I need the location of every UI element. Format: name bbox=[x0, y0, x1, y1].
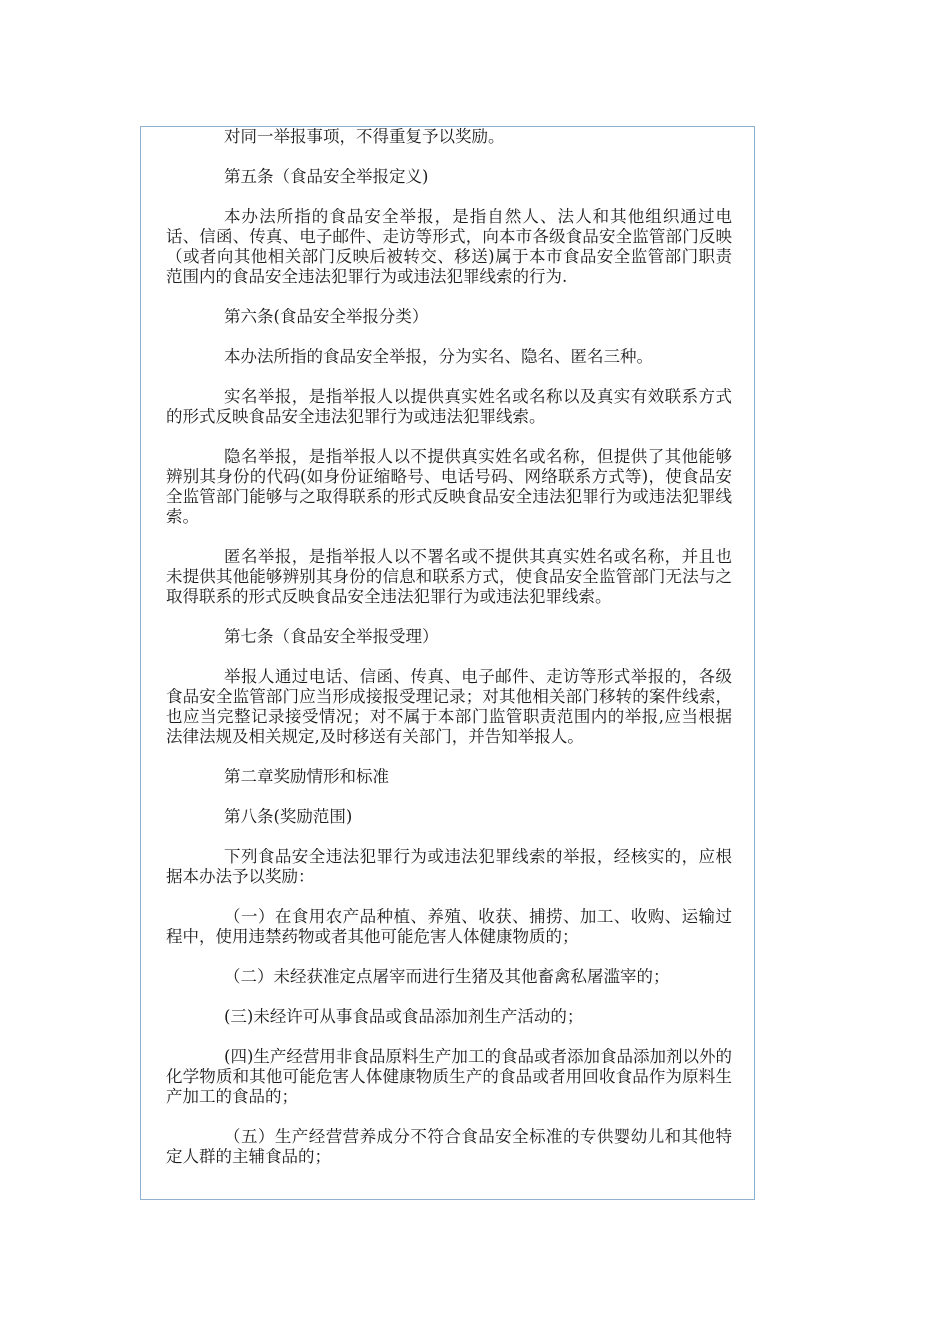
hidden-name-report-definition: 隐名举报，是指举报人以不提供真实姓名或名称，但提供了其他能够辨别其身份的代码(如身份证缩略号、电话号码、网络联系方式等)，使食品安全监管部门能够与之取得联系的形式反映食品安全违法犯罪行为或违法犯罪线索。 bbox=[166, 447, 732, 526]
real-name-report-definition: 实名举报，是指举报人以提供真实姓名或名称以及真实有效联系方式的形式反映食品安全违法犯罪行为或违法犯罪线索。 bbox=[166, 387, 732, 426]
article-8-item-4: (四)生产经营用非食品原料生产加工的食品或者添加食品添加剂以外的化学物质和其他可能危害人体健康物质生产的食品或者用回收食品作为原料生产加工的食品的； bbox=[166, 1047, 732, 1106]
anonymous-report-definition: 匿名举报，是指举报人以不署名或不提供其真实姓名或名称，并且也未提供其他能够辨别其身份的信息和联系方式，使食品安全监管部门无法与之取得联系的形式反映食品安全违法犯罪行为或违法犯罪线索。 bbox=[166, 547, 732, 606]
article-6-body: 本办法所指的食品安全举报，分为实名、隐名、匿名三种。 bbox=[224, 347, 653, 366]
article-8-item-1: （一）在食用农产品种植、养殖、收获、捕捞、加工、收购、运输过程中，使用违禁药物或者其他可能危害人体健康物质的； bbox=[166, 907, 732, 946]
article-5-heading: 第五条（食品安全举报定义) bbox=[224, 167, 429, 186]
article-6-heading: 第六条(食品安全举报分类） bbox=[224, 307, 429, 326]
article-8-intro: 下列食品安全违法犯罪行为或违法犯罪线索的举报，经核实的，应根据本办法予以奖励： bbox=[166, 847, 732, 886]
article-8-heading: 第八条(奖励范围) bbox=[224, 807, 353, 826]
document-body bbox=[166, 127, 732, 1187]
article-7-body: 举报人通过电话、信函、传真、电子邮件、走访等形式举报的，各级食品安全监管部门应当形成接报受理记录；对其他相关部门移转的案件线索，也应当完整记录接受情况；对不属于本部门监管职责范围内的举报,应当根据法律法规及相关规定,及时移送有关部门，并告知举报人。 bbox=[166, 667, 732, 746]
paragraph-no-duplicate-reward: 对同一举报事项，不得重复予以奖励。 bbox=[224, 127, 505, 146]
article-7-heading: 第七条（食品安全举报受理） bbox=[224, 627, 439, 646]
article-5-body: 本办法所指的食品安全举报，是指自然人、法人和其他组织通过电话、信函、传真、电子邮件、走访等形式，向本市各级食品安全监管部门反映（或者向其他相关部门反映后被转交、移送)属于本市食品安全监管部门职责范围内的食品安全违法犯罪行为或违法犯罪线索的行为. bbox=[166, 207, 732, 286]
article-8-item-5: （五）生产经营营养成分不符合食品安全标准的专供婴幼儿和其他特定人群的主辅食品的； bbox=[166, 1127, 732, 1166]
article-8-item-2: （二）未经获准定点屠宰而进行生猪及其他畜禽私屠滥宰的； bbox=[224, 967, 670, 986]
document-frame bbox=[140, 126, 755, 1200]
article-8-item-3: (三)未经许可从事食品或食品添加剂生产活动的； bbox=[224, 1007, 584, 1026]
chapter-2-heading: 第二章奖励情形和标准 bbox=[224, 767, 389, 786]
